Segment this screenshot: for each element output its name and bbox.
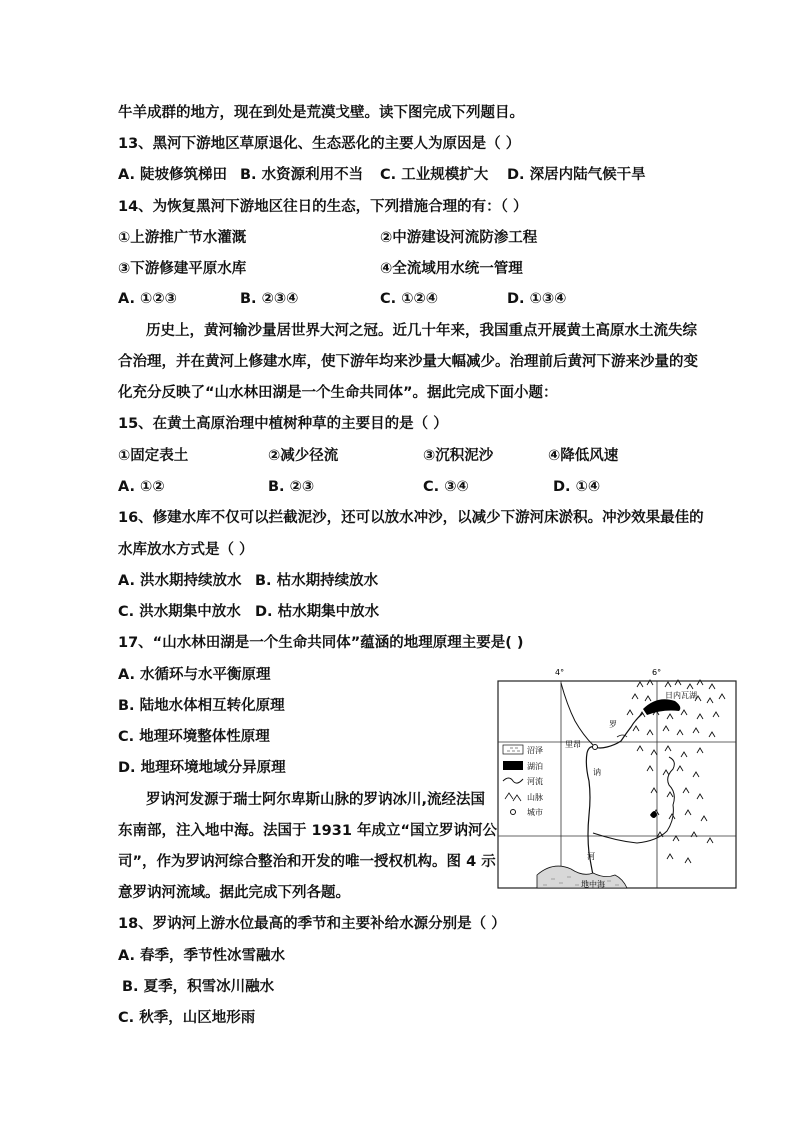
rhone-paragraph-line-1: 罗讷河发源于瑞士阿尔卑斯山脉的罗讷冰川,流经法国: [146, 792, 486, 808]
q16-option-b: B. 枯水期持续放水: [255, 573, 379, 589]
question-16-line-1: 16、修建水库不仅可以拦截泥沙，还可以放水冲沙，以减少下游河床淤积。冲沙效果最佳的: [118, 510, 704, 526]
question-13: 13、黑河下游地区草原退化、生态恶化的主要人为原因是（ ）: [118, 136, 521, 152]
paragraph-line-1: 历史上，黄河输沙量居世界大河之冠。近几十年来，我国重点开展黄土高原水土流失综: [146, 323, 697, 339]
text-line-1: 牛羊成群的地方，现在到处是荒漠戈壁。读下图完成下列题目。: [118, 105, 524, 121]
river-char-1: 罗: [609, 720, 617, 729]
q17-option-c: C. 地理环境整体性原理: [118, 729, 270, 745]
q15-option-b: B. ②③: [268, 479, 315, 495]
q13-option-d: D. 深居内陆气候干旱: [507, 167, 646, 183]
lake-geneva-label: 日内瓦湖: [665, 691, 697, 700]
sea-label: 地中海: [581, 880, 605, 889]
q16-option-c: C. 洪水期集中放水: [118, 604, 241, 620]
question-16-line-2: 水库放水方式是（ ）: [118, 542, 254, 558]
q14-item-4: ④全流域用水统一管理: [380, 261, 523, 277]
rhone-basin-map: [497, 665, 737, 890]
legend-river: 河流: [527, 777, 543, 786]
q17-option-b: B. 陆地水体相互转化原理: [118, 698, 285, 714]
q17-option-a: A. 水循环与水平衡原理: [118, 667, 271, 683]
q18-option-b: B. 夏季，积雪冰川融水: [122, 979, 275, 995]
rhone-paragraph-line-2: 东南部，注入地中海。法国于 1931 年成立“国立罗讷河公: [118, 823, 497, 839]
legend-city: 城市: [527, 808, 543, 817]
river-char-3: 河: [587, 852, 595, 861]
legend-mountain: 山脉: [527, 793, 543, 802]
q15-option-a: A. ①②: [118, 479, 165, 495]
q16-option-a: A. 洪水期持续放水: [118, 573, 242, 589]
q15-option-c: C. ③④: [423, 479, 469, 495]
q15-item-3: ③沉积泥沙: [423, 448, 494, 464]
q14-option-b: B. ②③④: [240, 291, 299, 307]
paragraph-line-3: 化充分反映了“山水林田湖是一个生命共同体”。据此完成下面小题：: [118, 385, 558, 401]
legend-lake-icon: [503, 761, 523, 770]
lon-label-4: 4°: [555, 668, 565, 677]
q14-item-1: ①上游推广节水灌溉: [118, 230, 247, 246]
question-15: 15、在黄土高原治理中植树种草的主要目的是（ ）: [118, 416, 448, 432]
q15-item-4: ④降低风速: [548, 448, 619, 464]
q16-option-d: D. 枯水期集中放水: [255, 604, 380, 620]
paragraph-line-2: 合治理，并在黄河上修建水库，使下游年均来沙量大幅减少。治理前后黄河下游来沙量的变: [118, 354, 698, 370]
legend-marsh: 沼泽: [527, 746, 543, 755]
q14-item-3: ③下游修建平原水库: [118, 261, 247, 277]
lon-label-6: 6°: [652, 668, 662, 677]
lyon-city-marker: [593, 745, 598, 750]
q18-option-c: C. 秋季，山区地形雨: [118, 1010, 256, 1026]
river-char-2: 讷: [593, 768, 601, 777]
question-14: 14、为恢复黑河下游地区往日的生态，下列措施合理的有：（ ）: [118, 199, 528, 215]
rhone-paragraph-line-3: 司”，作为罗讷河综合整治和开发的唯一授权机构。图 4 示: [118, 854, 496, 870]
legend-lake: 湖泊: [527, 762, 543, 771]
q14-option-a: A. ①②③: [118, 291, 177, 307]
q13-option-c: C. 工业规模扩大: [380, 167, 489, 183]
q15-option-d: D. ①④: [553, 479, 601, 495]
q13-option-b: B. 水资源利用不当: [240, 167, 364, 183]
rhone-paragraph-line-4: 意罗讷河流域。据此完成下列各题。: [118, 885, 350, 901]
q14-option-c: C. ①②④: [380, 291, 439, 307]
q14-item-2: ②中游建设河流防渗工程: [380, 230, 538, 246]
q18-option-a: A. 春季，季节性冰雪融水: [118, 948, 286, 964]
q15-item-2: ②减少径流: [268, 448, 339, 464]
q15-item-1: ①固定表土: [118, 448, 189, 464]
q14-option-d: D. ①③④: [507, 291, 567, 307]
legend-city-icon: [511, 810, 516, 815]
question-17: 17、“山水林田湖是一个生命共同体”蕴涵的地理原理主要是( ): [118, 635, 524, 651]
q17-option-d: D. 地理环境地域分异原理: [118, 760, 286, 776]
q13-option-a: A. 陡坡修筑梯田: [118, 167, 228, 183]
question-18: 18、罗讷河上游水位最高的季节和主要补给水源分别是（ ）: [118, 916, 506, 932]
lyon-label: 里昂: [565, 740, 581, 749]
